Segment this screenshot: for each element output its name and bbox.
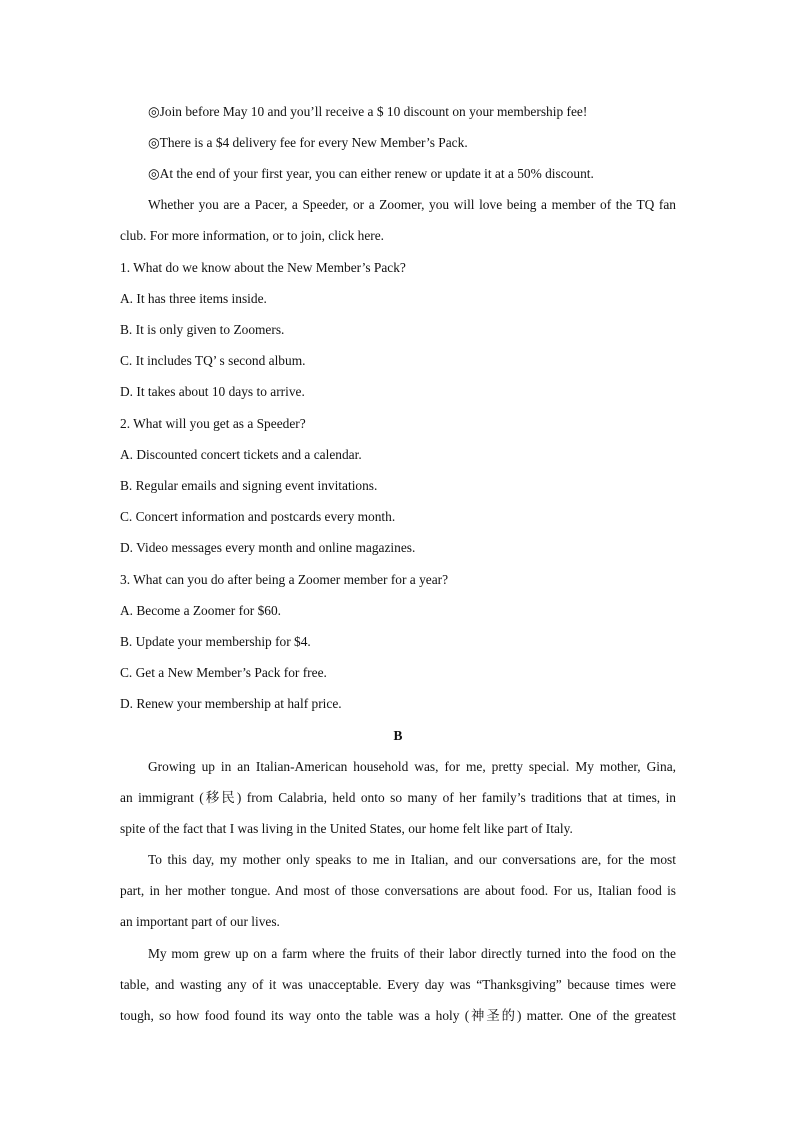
question-stem: 1. What do we know about the New Member’s Pack? <box>120 260 406 275</box>
note-line: ◎Join before May 10 and you’ll receive a $ 10 discount on your membership fee! <box>148 104 588 119</box>
passage-line: My mom grew up on a farm where the fruits of their labor directly turned into the food on the <box>148 946 676 961</box>
section-heading: B <box>393 728 403 743</box>
question-stem: 3. What can you do after being a Zoomer member for a year? <box>120 572 449 587</box>
passage-line: spite of the fact that I was living in the United States, our home felt like part of Italy. <box>120 821 573 836</box>
answer-option: A. Become a Zoomer for $60. <box>120 603 282 618</box>
note-line: ◎At the end of your first year, you can either renew or update it at a 50% discount. <box>148 166 594 181</box>
answer-option: A. It has three items inside. <box>120 291 267 306</box>
answer-option: D. Renew your membership at half price. <box>120 696 342 711</box>
answer-option: C. Concert information and postcards every month. <box>120 509 396 524</box>
answer-option: A. Discounted concert tickets and a calendar. <box>120 447 362 462</box>
passage-line: an immigrant (移民) from Calabria, held onto so many of her family’s traditions that at times, in <box>120 790 676 805</box>
answer-option: B. Regular emails and signing event invitations. <box>120 478 378 493</box>
answer-option: C. Get a New Member’s Pack for free. <box>120 665 327 680</box>
answer-option: D. Video messages every month and online magazines. <box>120 540 416 555</box>
note-line: ◎There is a $4 delivery fee for every New Member’s Pack. <box>148 135 468 150</box>
answer-option: B. Update your membership for $4. <box>120 634 311 649</box>
passage-line: tough, so how food found its way onto the table was a holy (神圣的) matter. One of the greatest <box>120 1008 676 1023</box>
passage-line: Growing up in an Italian-American household was, for me, pretty special. My mother, Gina, <box>148 759 676 774</box>
passage-line: To this day, my mother only speaks to me in Italian, and our conversations are, for the most <box>148 852 676 867</box>
passage-line: table, and wasting any of it was unacceptable. Every day was “Thanksgiving” because times were <box>120 977 676 992</box>
question-stem: 2. What will you get as a Speeder? <box>120 416 306 431</box>
answer-option: C. It includes TQ’ s second album. <box>120 353 306 368</box>
answer-option: D. It takes about 10 days to arrive. <box>120 384 305 399</box>
passage-line: an important part of our lives. <box>120 914 280 929</box>
passage-line: part, in her mother tongue. And most of those conversations are about food. For us, Italian food is <box>120 883 676 898</box>
intro-paragraph-line: club. For more information, or to join, click here. <box>120 228 385 243</box>
answer-option: B. It is only given to Zoomers. <box>120 322 285 337</box>
intro-paragraph-line: Whether you are a Pacer, a Speeder, or a Zoomer, you will love being a member of the TQ fan <box>148 197 676 212</box>
